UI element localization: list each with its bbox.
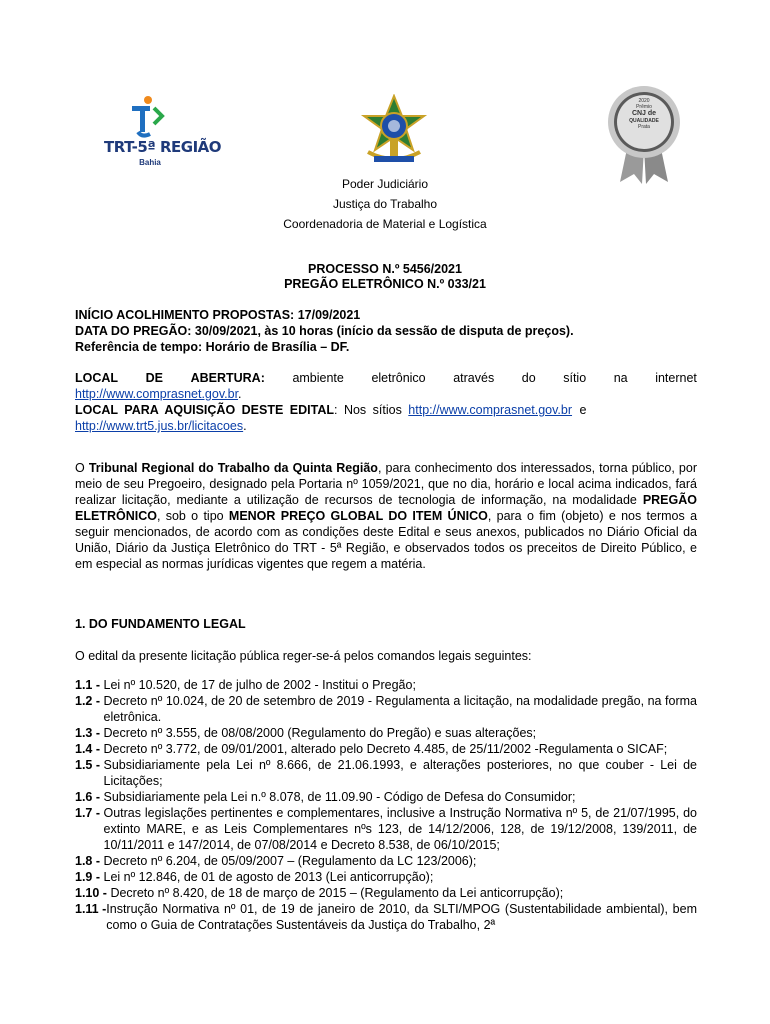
trt5-logo [100, 94, 222, 174]
w2: ABERTURA: [190, 371, 265, 385]
list-item [75, 757, 697, 789]
item-text: Decreto nº 8.420, de 18 de março de 2015 – (Regulamento da Lei anticorrupção); [110, 886, 564, 900]
logo-name: TRT-5ª REGIÃO [104, 138, 222, 156]
section1-list [75, 677, 697, 933]
list-item [75, 853, 697, 869]
data-pregao-line: DATA DO PREGÃO: 30/09/2021, às 10 horas (início da sessão de disputa de preços). [75, 324, 574, 338]
intro-p1: O [75, 461, 89, 475]
comprasnet-link-2[interactable]: http://www.comprasnet.gov.br [408, 403, 573, 417]
quality-seal [604, 84, 684, 184]
list-item [75, 885, 697, 901]
list-item [75, 725, 697, 741]
item-num: 1.11 - [75, 902, 107, 916]
w3: ambiente [292, 371, 344, 385]
trt5-link-line: http://www.trt5.jus.br/licitacoes. [75, 419, 247, 433]
coat-of-arms-icon [356, 94, 432, 172]
item-num: 1.4 - [75, 742, 104, 756]
logo-sub: Bahia [139, 158, 161, 167]
aquisicao-line [75, 402, 697, 418]
trt-figure-icon [118, 94, 178, 138]
intro-p3: , sob o tipo [156, 509, 229, 523]
dates-block [75, 307, 697, 355]
abertura-link-line: http://www.comprasnet.gov.br. [75, 387, 242, 401]
comprasnet-link[interactable]: http://www.comprasnet.gov.br [75, 387, 239, 401]
list-item [75, 805, 697, 853]
seal-line1: Prêmio [636, 104, 652, 110]
item-text: Decreto nº 10.024, de 20 de setembro de 2019 - Regulamenta a licitação, na modalidade pregão, na forma eletrônica. [103, 694, 697, 724]
list-item [75, 693, 697, 725]
aquisicao-and: e [576, 403, 587, 417]
item-text: Instrução Normativa nº 01, de 19 de janeiro de 2010, da SLTI/MPOG (Sustentabilidade ambiental), bem como o Guia de Contratações Sustentáveis da Justiça do Trabalho, 2ª [106, 902, 697, 932]
item-num: 1.7 - [75, 806, 104, 820]
item-text: Subsidiariamente pela Lei nº 8.666, de 21.06.1993, e alterações posteriores, no que couber - Lei de Licitações; [103, 758, 697, 788]
list-item [75, 901, 697, 933]
w5: através [453, 371, 495, 385]
item-num: 1.5 - [75, 758, 104, 772]
seal-line3: QUALIDADE [629, 118, 659, 124]
item-text: Decreto nº 3.555, de 08/08/2000 (Regulamento do Pregão) e suas alterações; [103, 726, 537, 740]
processo-title: PROCESSO N.º 5456/2021 [308, 262, 462, 276]
seal-year: 2020 [638, 98, 650, 104]
list-item [75, 741, 697, 757]
w8: na [613, 371, 628, 385]
item-text: Decreto nº 3.772, de 09/01/2001, alterado pelo Decreto 4.485, de 25/11/2002 -Regulamenta o SICAF; [103, 742, 668, 756]
inicio-line: INÍCIO ACOLHIMENTO PROPOSTAS: 17/09/2021 [75, 308, 361, 322]
w4: eletrônico [371, 371, 426, 385]
list-item [75, 677, 697, 693]
item-num: 1.2 - [75, 694, 104, 708]
section1-lead: O edital da presente licitação pública reger-se-á pelos comandos legais seguintes: [75, 649, 532, 663]
w1: DE [145, 371, 163, 385]
item-num: 1.6 - [75, 790, 104, 804]
referencia-line: Referência de tempo: Horário de Brasília – DF. [75, 340, 350, 354]
header-line-2: Justiça do Trabalho [332, 197, 438, 211]
item-text: Lei nº 12.846, de 01 de agosto de 2013 (Lei anticorrupção); [103, 870, 434, 884]
intro-b1: Tribunal Regional do Trabalho da Quinta Região [88, 461, 378, 475]
seal-line2: CNJ de [631, 110, 657, 117]
item-text: Lei nº 10.520, de 17 de julho de 2002 - Institui o Pregão; [103, 678, 416, 692]
trt5-licitacoes-link[interactable]: http://www.trt5.jus.br/licitacoes [75, 419, 244, 433]
item-num: 1.3 - [75, 726, 104, 740]
intro-b3: MENOR PREÇO GLOBAL DO ITEM ÚNICO [228, 509, 488, 523]
section1-heading: 1. DO FUNDAMENTO LEGAL [75, 617, 246, 631]
item-text: Subsidiariamente pela Lei n.º 8.078, de 11.09.90 - Código de Defesa do Consumidor; [103, 790, 576, 804]
item-text: Decreto nº 6.204, de 05/09/2007 – (Regulamento da LC 123/2006); [103, 854, 477, 868]
local-abertura-line [75, 370, 697, 386]
item-num: 1.10 - [75, 886, 111, 900]
intro-paragraph [75, 460, 697, 572]
list-item [75, 789, 697, 805]
w7: sítio [563, 371, 587, 385]
intro-b2: PREGÃO ELETRÔNICO [75, 493, 697, 523]
w9: internet [655, 371, 697, 385]
list-item [75, 869, 697, 885]
intro-p2: , para conhecimento dos interessados, torna público, por meio de seu Pregoeiro, designado pela Portaria nº 1059/2021, que no dia, horário e local acima indicados, fará realizar licitação, mediante a utilização de recursos de tecnologia de informação, na modalidade [75, 461, 697, 507]
header-line-3: Coordenadoria de Material e Logística [283, 217, 487, 231]
item-num: 1.1 - [75, 678, 104, 692]
item-text: Outras legislações pertinentes e complementares, inclusive a Instrução Normativa nº 5, de 21/07/1995, do extinto MARE, e as Leis Complementares nºs 123, de 14/12/2006, 128, de 19/12/2008, 139/2011, de 10/11/2011 e 147/2014, de 07/08/2014 e Decreto 8.538, de 06/10/2015; [103, 806, 697, 852]
intro-p4: , para o fim (objeto) e nos termos a seguir mencionados, de acordo com as condições deste Edital e seus anexos, publicados no Diário Oficial da União, Diário da Justiça Eletrônico do TRT - 5ª Região, e observados todos os preceitos de Direito Público, e em especial as normas jurídicas vigentes que regem a matéria. [75, 509, 698, 571]
header-line-1: Poder Judiciário [341, 177, 429, 191]
w6: do [521, 371, 536, 385]
aquisicao-label: LOCAL PARA AQUISIÇÃO DESTE EDITAL [75, 403, 334, 417]
w0: LOCAL [75, 371, 119, 385]
pregao-title: PREGÃO ELETRÔNICO N.º 033/21 [284, 277, 486, 291]
item-num: 1.8 - [75, 854, 104, 868]
local-block [75, 370, 697, 434]
seal-line4: Prata [638, 124, 650, 130]
item-num: 1.9 - [75, 870, 104, 884]
aquisicao-text: : Nos sítios [334, 403, 409, 417]
